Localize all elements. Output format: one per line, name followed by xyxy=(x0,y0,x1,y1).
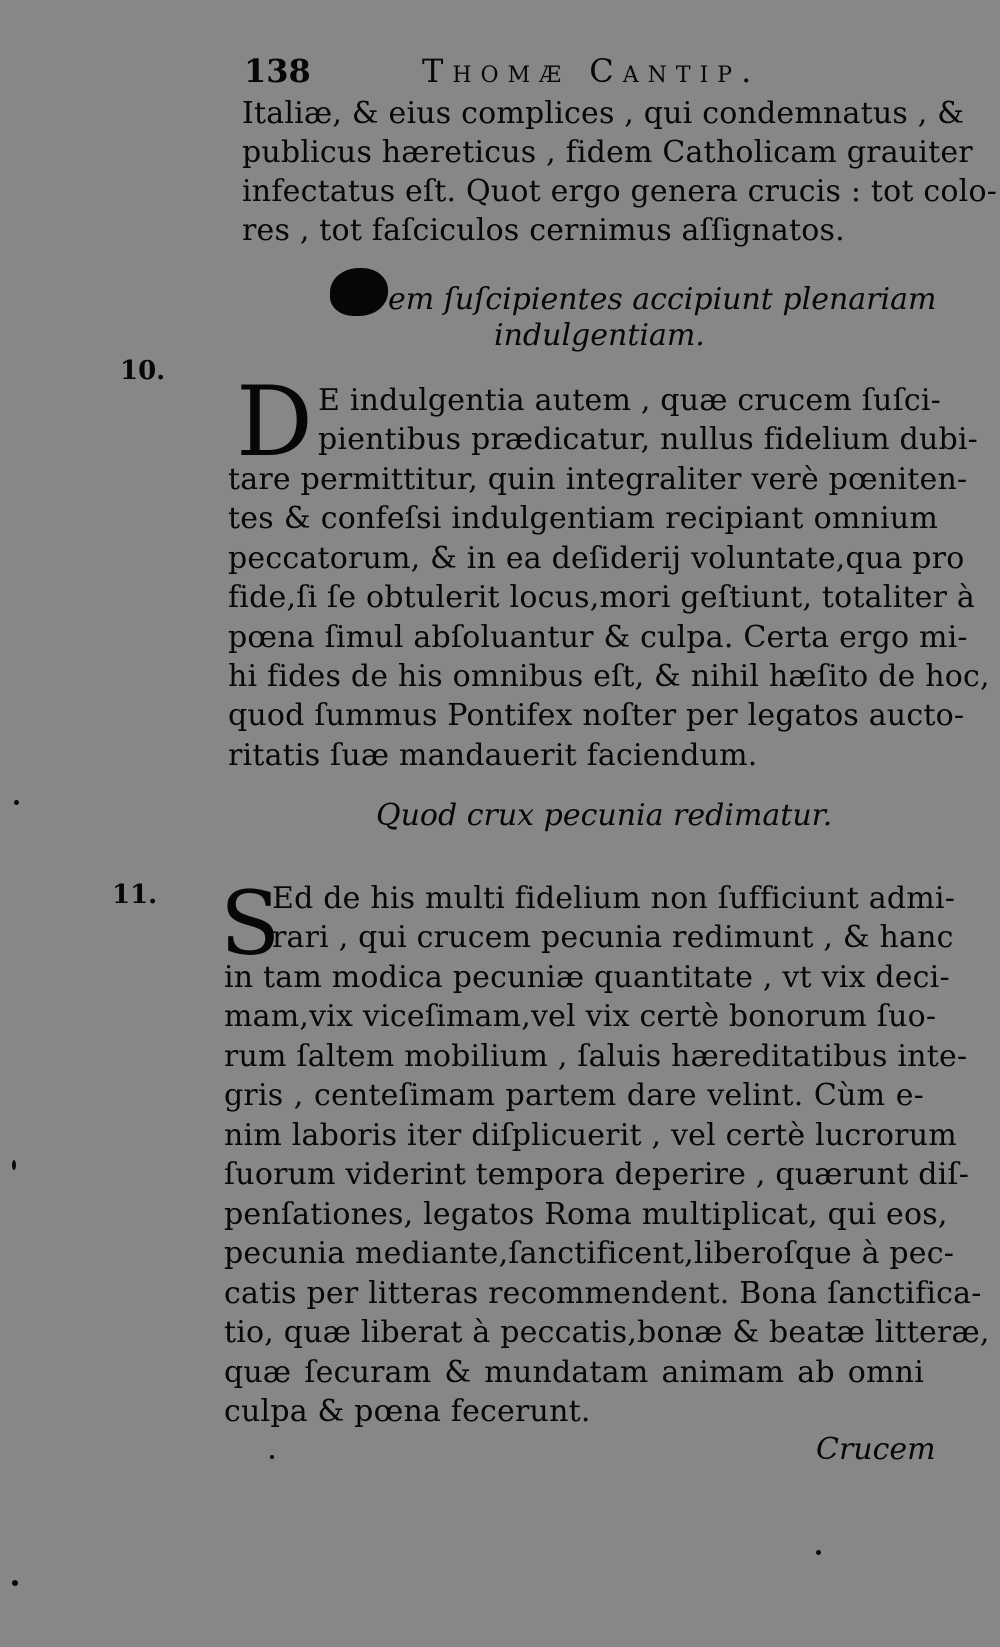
section-heading-indulgence: em ſuſcipientes accipiunt plenariam xyxy=(388,282,937,317)
ink-speck xyxy=(270,1455,274,1459)
text-line: hi fides de his omnibus eſt, & nihil hæſito de hoc, xyxy=(228,659,990,694)
text-line: pecunia mediante,ſanctificent,liberoſque à pec- xyxy=(224,1236,955,1271)
text-line: fide,ſi ſe obtulerit locus,mori geſtiunt, totaliter à xyxy=(228,580,975,615)
page-header xyxy=(244,52,834,92)
drop-cap: S xyxy=(220,872,281,975)
text-line: gris , centeſimam partem dare velint. Cùm e- xyxy=(224,1078,924,1113)
text-line: catis per litteras recommendent. Bona ſanctifica- xyxy=(224,1276,982,1311)
text-line: mam,vix viceſimam,vel vix certè bonorum ſuo- xyxy=(224,999,937,1034)
text-line: infectatus eſt. Quot ergo genera crucis : tot colo- xyxy=(242,174,998,209)
text-line: pœna ſimul abſoluantur & culpa. Certa ergo mi- xyxy=(228,620,968,655)
margin-number: 11. xyxy=(112,880,158,910)
section-heading-indulgence-cont: indulgentiam. xyxy=(494,318,705,353)
ink-speck xyxy=(14,800,19,805)
running-head: Thomæ Cantip. xyxy=(422,52,761,90)
text-line: culpa & pœna fecerunt. xyxy=(224,1394,591,1429)
text-line: quod ſummus Pontifex noſter per legatos aucto- xyxy=(228,698,965,733)
text-line: tare permittitur, quin integraliter verè pœniten- xyxy=(228,462,968,497)
text-line: E indulgentia autem , quæ crucem ſuſci- xyxy=(318,383,942,418)
ink-speck xyxy=(816,1550,821,1555)
section-heading-money: Quod crux pecunia redimatur. xyxy=(376,798,833,833)
ink-speck xyxy=(12,1160,16,1170)
text-line: ritatis ſuæ mandauerit faciendum. xyxy=(228,738,758,773)
text-line: rum ſaltem mobilium , ſaluis hæreditatibus inte- xyxy=(224,1039,968,1074)
text-line: quæ ſecuram & mundatam animam ab omni xyxy=(224,1355,924,1390)
page-number: 138 xyxy=(244,52,311,90)
text-line: res , tot faſciculos cernimus aſſignatos. xyxy=(242,213,845,248)
text-line: rari , qui crucem pecunia redimunt , & hanc xyxy=(272,920,954,955)
text-line: penſationes, legatos Roma multiplicat, qui eos, xyxy=(224,1197,948,1232)
text-line: peccatorum, & in ea deſiderij voluntate,qua pro xyxy=(228,541,965,576)
text-line: Italiæ, & eius complices , qui condemnatus , & xyxy=(242,96,965,131)
catchword: Crucem xyxy=(816,1432,936,1467)
text-line: ſuorum viderint tempora deperire , quærunt diſ- xyxy=(224,1157,970,1192)
text-line: Ed de his multi fidelium non ſufficiunt admi- xyxy=(272,881,956,916)
ink-blot xyxy=(330,268,388,316)
text-line: in tam modica pecuniæ quantitate , vt vix deci- xyxy=(224,960,950,995)
text-line: tio, quæ liberat à peccatis,bonæ & beatæ litteræ, xyxy=(224,1315,990,1350)
drop-cap: D xyxy=(236,366,313,478)
margin-number: 10. xyxy=(120,356,166,386)
text-line: publicus hæreticus , fidem Catholicam grauiter xyxy=(242,135,973,170)
text-line: pientibus prædicatur, nullus fidelium dubi- xyxy=(318,422,979,457)
text-line: tes & confeſsi indulgentiam recipiant omnium xyxy=(228,501,938,536)
ink-speck xyxy=(12,1580,18,1586)
text-line: nim laboris iter diſplicuerit , vel certè lucrorum xyxy=(224,1118,957,1153)
